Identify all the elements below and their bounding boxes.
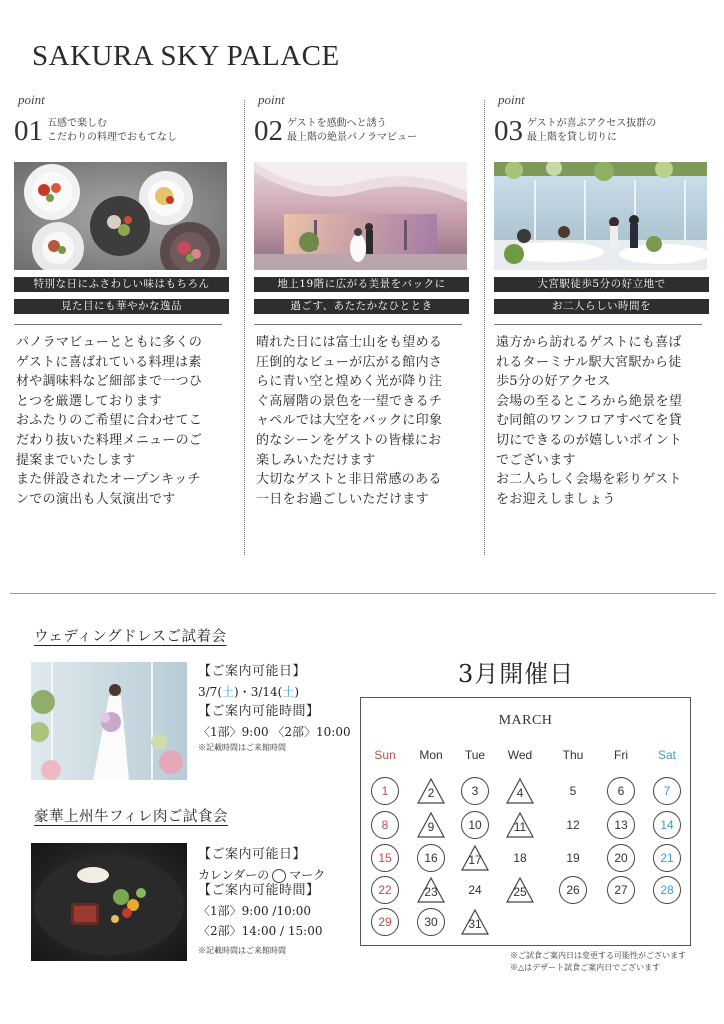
calendar-day-number: 16 [424, 851, 438, 865]
calendar-day [559, 811, 587, 839]
date-text: )・3/14( [234, 685, 283, 699]
calendar-day [506, 811, 534, 839]
point-title-line: ゲストを感動へと誘う [287, 118, 387, 129]
beef-tasting-title: 豪華上州牛フィレ肉ご試食会 [34, 809, 228, 825]
calendar-day-number: 18 [513, 851, 527, 865]
saturday-text: 土 [282, 685, 295, 699]
dress-fitting-title: ウェディングドレスご試着会 [34, 629, 227, 645]
calendar-day-number: 11 [513, 820, 527, 834]
calendar-day-number: 24 [468, 883, 482, 897]
calendar-day-number: 9 [427, 820, 435, 834]
point-label: point [18, 92, 45, 107]
calendar-day-number: 26 [566, 883, 580, 897]
calendar-day-number: 8 [381, 818, 389, 832]
calendar-day-number: 17 [468, 853, 482, 867]
weekday-wed: Wed [507, 748, 533, 762]
calendar-day-number: 12 [566, 818, 580, 832]
calendar-day-number: 23 [424, 885, 438, 899]
calendar-day [417, 876, 445, 904]
divider [254, 324, 462, 325]
calendar-day [653, 811, 681, 839]
calendar-note: ※ご試食ご案内日は変更する可能性がございます [510, 951, 686, 960]
calendar-day [417, 777, 445, 805]
calendar-day [371, 876, 399, 904]
point-title [527, 117, 656, 146]
available-times: 〈1部〉9:00 〈2部〉10:00 [198, 725, 351, 739]
calendar-day [371, 811, 399, 839]
calendar-day-number: 13 [614, 818, 628, 832]
point-header [494, 110, 709, 146]
calendar-day-number: 22 [378, 883, 392, 897]
calendar-day-number: 27 [614, 883, 628, 897]
calendar-day-number: 28 [660, 883, 674, 897]
calendar-day-number: 6 [617, 784, 625, 798]
event-calendar [360, 697, 691, 946]
calendar-day [559, 876, 587, 904]
calendar-day [461, 844, 489, 872]
date-text: 3/7( [198, 685, 222, 699]
calendar-day-number: 4 [516, 786, 524, 800]
calendar-day-number: 21 [660, 851, 674, 865]
highlight-bar: 地上19階に広がる美景をバックに [254, 277, 469, 292]
weekday-fri: Fri [614, 748, 628, 762]
brand-title: SAKURA SKY PALACE [32, 40, 340, 72]
point-title-line: ゲストが喜ぶアクセス抜群の [527, 118, 657, 129]
divider [14, 324, 222, 325]
calendar-day [417, 811, 445, 839]
calendar-day-number: 5 [569, 784, 577, 798]
point-title-line: こだわりの料理でおもてなし [47, 132, 177, 143]
calendar-day [506, 777, 534, 805]
calendar-day-number: 29 [378, 915, 392, 929]
banquet-photo [494, 162, 707, 270]
saturday-text: 土 [222, 685, 235, 699]
calendar-day [653, 844, 681, 872]
calendar-day [461, 876, 489, 904]
dress-fitting-info [198, 662, 351, 754]
weekday-sat: Sat [657, 748, 676, 762]
calendar-day-number: 3 [471, 784, 479, 798]
available-time-heading: 【ご案内可能時間】 [198, 883, 320, 898]
calendar-day-number: 14 [660, 818, 674, 832]
point-header [254, 110, 469, 146]
highlight-bar: 過ごす、あたたかなひととき [254, 299, 469, 314]
column-divider [484, 100, 485, 555]
point-title-line: 五感で楽しむ [47, 118, 107, 129]
calendar-heading: 3月開催日 [458, 660, 575, 688]
mark-note-text: カレンダーの [198, 868, 270, 882]
point-description: 遠方から訪れるゲストにも喜ば れるターミナル駅大宮駅から徒 歩5分の好アクセス 会場の至るところから絶景を望 む同館のワンフロアすべてを貸 切にできるのが嬉しいポイント でございます お二人らしく会場を彩りゲスト をお迎えしましょう [496, 335, 683, 507]
point-description: パノラマビューとともに多くの ゲストに喜ばれている料理は素 材や調味料など細部まで一つひ とつを厳選しております おふたりのご希望に合わせてこ だわり抜いた料理メニューのご 提案までいたします また併設されたオープンキッチ ンでの演出も人気演出です [16, 335, 203, 507]
calendar-day [559, 844, 587, 872]
point-header [14, 110, 229, 146]
column-divider [244, 100, 245, 555]
calendar-note: ※△はデザート試食ご案内日でございます [510, 963, 661, 972]
highlight-bar: 大宮駅徒歩5分の好立地で [494, 277, 709, 292]
highlight-bar: 特別な日にふさわしい味はもちろん [14, 277, 229, 292]
calendar-day-number: 7 [663, 784, 671, 798]
calendar-day-number: 19 [566, 851, 580, 865]
point-column-2 [254, 92, 469, 509]
calendar-day [607, 876, 635, 904]
weekday-thu: Thu [562, 748, 584, 762]
calendar-day [607, 777, 635, 805]
calendar-day [461, 908, 489, 936]
point-label: point [498, 92, 525, 107]
calendar-day [607, 811, 635, 839]
weekday-mon: Mon [419, 748, 443, 762]
point-title-line: 最上階の絶景パノラマビュー [287, 132, 417, 143]
calendar-day-number: 10 [468, 818, 482, 832]
beef-photo [31, 843, 187, 961]
time-note: ※記載時間はご来館時間 [198, 743, 286, 752]
calendar-day [506, 876, 534, 904]
point-number: 03 [494, 115, 523, 147]
date-text: ) [294, 685, 300, 699]
point-label: point [258, 92, 285, 107]
calendar-day [371, 908, 399, 936]
available-time-1: 〈1部〉9:00 /10:00 [198, 904, 312, 918]
calendar-day [461, 811, 489, 839]
calendar-day-number: 2 [427, 786, 435, 800]
point-description: 晴れた日には富士山をも望める 圧倒的なビューが広がる館内さ らに青い空と煌めく光が降り注 ぐ高層階の景色を一望できるチ ャペルでは大空をバックに印象 的なシーンをゲストの皆様にお 楽しみいただけます 大切なゲストと非日常感のある 一日をお過ごしいただけます [256, 335, 443, 507]
mark-note-text: マーク [289, 868, 326, 882]
weekday-tue: Tue [464, 748, 486, 762]
highlight-bar: お二人らしい時間を [494, 299, 709, 314]
section-divider [10, 593, 716, 594]
calendar-day [607, 844, 635, 872]
calendar-day [371, 777, 399, 805]
point-title [47, 117, 177, 146]
divider [494, 324, 702, 325]
point-column-3 [494, 92, 709, 509]
cuisine-photo [14, 162, 227, 270]
calendar-day [461, 777, 489, 805]
beef-tasting-info [198, 845, 325, 957]
calendar-day-number: 1 [381, 784, 389, 798]
chapel-photo [254, 162, 467, 270]
calendar-day-number: 20 [614, 851, 628, 865]
calendar-day-number: 25 [513, 885, 527, 899]
highlight-bar: 見た目にも華やかな逸品 [14, 299, 229, 314]
point-number: 02 [254, 115, 283, 147]
calendar-day [417, 844, 445, 872]
time-note: ※記載時間はご来館時間 [198, 946, 286, 955]
calendar-day [653, 777, 681, 805]
available-time-heading: 【ご案内可能時間】 [198, 704, 320, 719]
calendar-day [506, 844, 534, 872]
calendar-day-number: 30 [424, 915, 438, 929]
available-date-heading: 【ご案内可能日】 [198, 847, 307, 862]
calendar-day [417, 908, 445, 936]
point-title [287, 117, 417, 146]
calendar-day-number: 31 [468, 917, 482, 931]
calendar-day [653, 876, 681, 904]
available-dates [198, 682, 351, 702]
point-number: 01 [14, 115, 43, 147]
available-date-heading: 【ご案内可能日】 [198, 664, 307, 679]
calendar-day [559, 777, 587, 805]
available-time-2: 〈2部〉14:00 / 15:00 [198, 924, 323, 938]
calendar-day [371, 844, 399, 872]
calendar-notes [510, 950, 686, 974]
point-column-1 [14, 92, 229, 509]
calendar-month: MARCH [498, 713, 553, 728]
dress-photo [31, 662, 187, 780]
calendar-day-number: 15 [378, 851, 392, 865]
weekday-sun: Sun [374, 748, 396, 762]
point-title-line: 最上階を貸し切りに [527, 132, 617, 143]
